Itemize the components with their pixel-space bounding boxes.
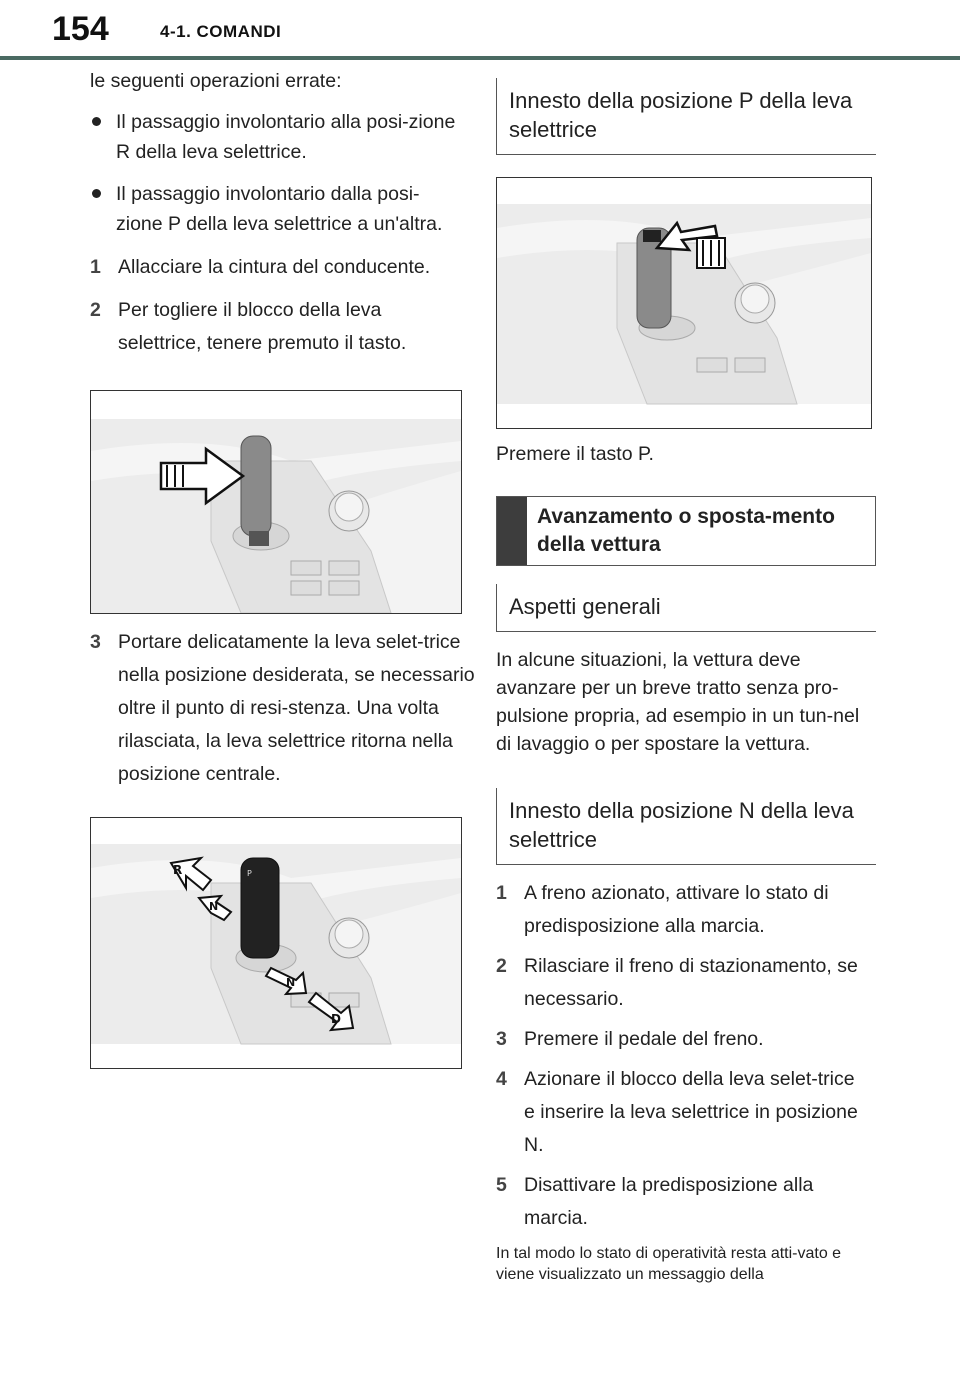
caption-p: Premere il tasto P. — [496, 443, 654, 465]
step-text: Portare delicatamente la leva selet-trice nella posizione desiderata, se necessario oltre il punto di resi-stenza. Una volta rilasciata, la leva selettrice ritorna nella posizione centrale. — [118, 631, 475, 785]
step-item — [496, 1169, 869, 1235]
right-column — [496, 60, 876, 1285]
label-n-down: N — [286, 976, 296, 989]
step-number: 1 — [90, 256, 101, 278]
step-number: 4 — [496, 1068, 507, 1090]
section-title: 4-1. COMANDI — [160, 22, 282, 41]
label-r: R — [173, 863, 183, 877]
heading-position-n — [496, 788, 876, 865]
step-item — [496, 1063, 869, 1162]
bullet-text: Il passaggio involontario alla posi-zione R della leva selettrice. — [116, 111, 456, 163]
step-item — [90, 626, 488, 791]
gear-lever-illustration — [91, 391, 461, 613]
step-item — [496, 950, 894, 1016]
page-number: 154 — [52, 10, 109, 48]
figure-p-button — [496, 177, 872, 429]
step-number: 3 — [90, 631, 101, 653]
bullet-item — [90, 179, 456, 239]
heading-general — [496, 584, 876, 632]
step-number: 3 — [496, 1028, 507, 1050]
step-number: 5 — [496, 1174, 507, 1196]
step-text: Azionare il blocco della leva selet-trice e inserire la leva selettrice in posizione N. — [524, 1068, 858, 1156]
step-number: 1 — [496, 882, 507, 904]
heading-text: Aspetti generali — [509, 594, 661, 619]
label-d: D — [331, 1012, 341, 1026]
step-text: Allacciare la cintura del conducente. — [118, 256, 431, 278]
heading-position-p — [496, 78, 876, 155]
step-item — [90, 294, 448, 360]
p-button-illustration — [497, 178, 871, 428]
step-item — [496, 877, 889, 943]
step-text: Disattivare la predisposizione alla marcia. — [524, 1174, 814, 1229]
heading-bar — [497, 497, 527, 565]
step-text: Rilasciare il freno di stazionamento, se necessario. — [524, 955, 858, 1010]
left-column — [90, 60, 475, 1069]
heading-text: Avanzamento o sposta-mento della vettura — [537, 505, 835, 556]
step-number: 2 — [496, 955, 507, 977]
note-text: In tal modo lo stato di operatività resta atti-vato e viene visualizzato un messaggio della — [496, 1245, 842, 1283]
label-n-up: N — [209, 900, 219, 913]
step-text: Premere il pedale del freno. — [524, 1028, 764, 1050]
lever-p-label: P — [247, 869, 252, 878]
figure-gear-positions — [90, 817, 462, 1069]
bullet-text: Il passaggio involontario dalla posi-zione P della leva selettrice a un'altra. — [116, 183, 443, 235]
bullet-item — [90, 107, 456, 167]
general-text: In alcune situazioni, la vettura deve avanzare per un breve tratto senza pro-pulsione propria, ad esempio in un tun-nel di lavaggio o per spostare la vettura. — [496, 649, 860, 755]
heading-text: Innesto della posizione N della leva selettrice — [509, 798, 854, 852]
step-item — [90, 251, 498, 284]
figure-gear-lever-unlock — [90, 390, 462, 614]
step-text: A freno azionato, attivare lo stato di predisposizione alla marcia. — [524, 882, 829, 937]
heading-text: Innesto della posizione P della leva selettrice — [509, 88, 853, 142]
gear-positions-illustration — [91, 818, 461, 1068]
step-text: Per togliere il blocco della leva selettrice, tenere premuto il tasto. — [118, 299, 407, 354]
heading-main-section — [496, 496, 876, 566]
step-number: 2 — [90, 299, 101, 321]
step-item — [496, 1023, 894, 1056]
intro-text: le seguenti operazioni errate: — [90, 70, 342, 92]
